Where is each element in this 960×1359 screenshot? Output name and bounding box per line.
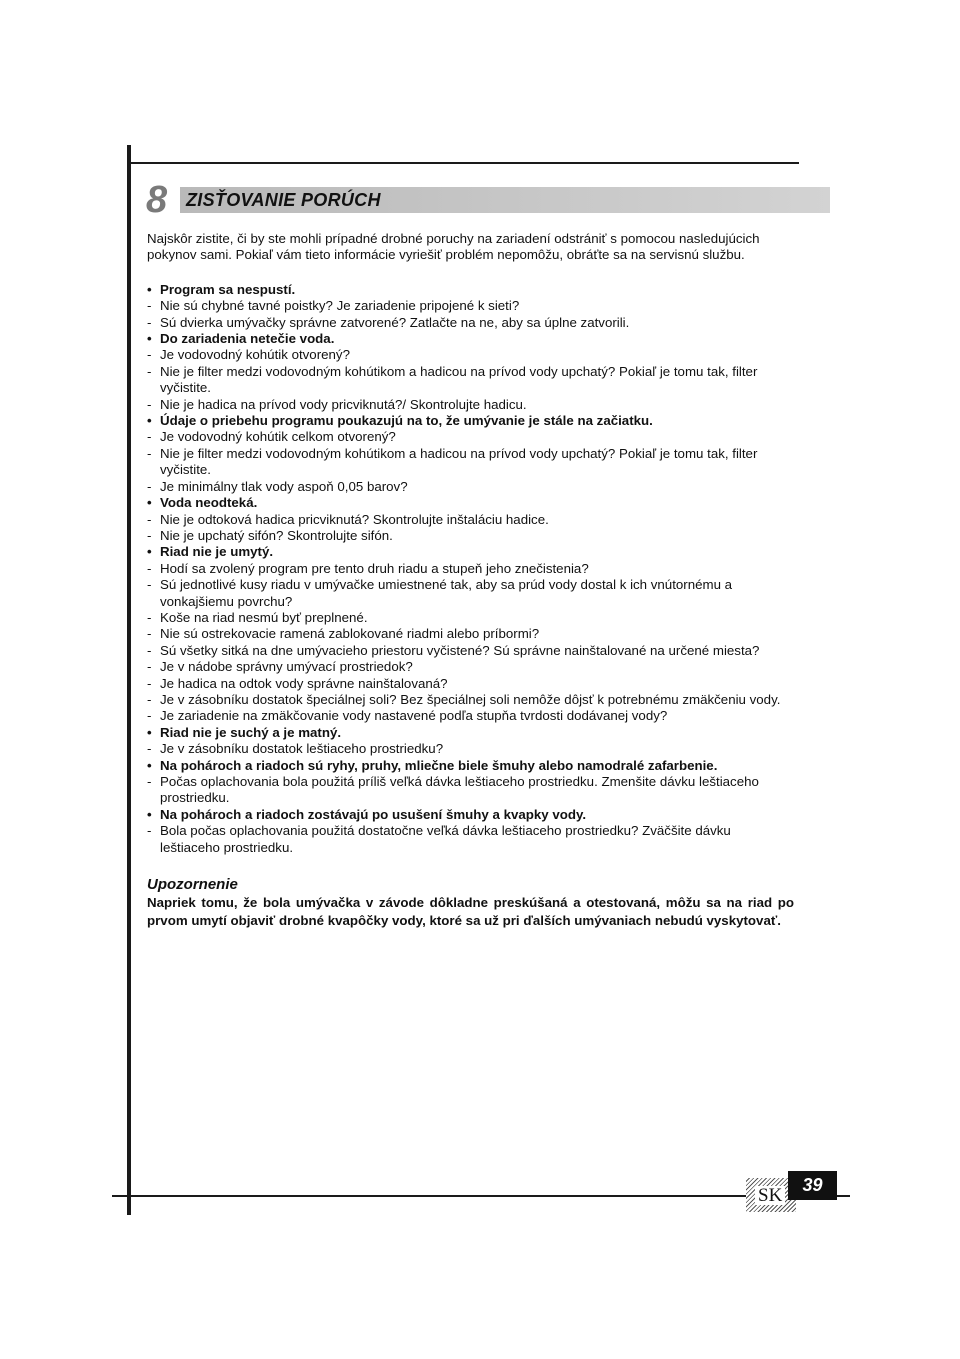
check-item [147,577,794,610]
problem-heading [147,282,794,298]
bottom-horizontal-rule [112,1195,850,1197]
dash-marker: - [147,363,152,379]
dash-marker: - [147,823,152,839]
check-item [147,692,794,708]
check-item [147,626,794,642]
check-item [147,446,794,479]
problem-heading [147,725,794,741]
dash-marker: - [147,708,152,724]
item-text: Je minimálny tlak vody aspoň 0,05 barov? [160,478,408,494]
check-item [147,315,794,331]
item-text: Sú všetky sitká na dne umývacieho priestoru vyčistené? Sú správne nainštalované na určené miesta? [160,642,760,658]
bullet-marker: • [147,724,152,740]
dash-marker: - [147,298,152,314]
bullet-marker: • [147,331,152,347]
item-text: Je vodovodný kohútik otvorený? [160,347,350,363]
check-item [147,774,794,807]
item-text: Je v nádobe správny umývací prostriedok? [160,659,413,675]
problem-heading [147,807,794,823]
item-text: Nie je upchatý sifón? Skontrolujte sifón. [160,527,393,543]
dash-marker: - [147,675,152,691]
check-item [147,708,794,724]
problem-heading [147,331,794,347]
item-text: Počas oplachovania bola použitá príliš veľká dávka leštiaceho prostriedku. Zmenšite dávku leštiaceho prostriedku. [160,774,759,806]
item-text: Hodí sa zvolený program pre tento druh riadu a stupeň jeho znečistenia? [160,560,589,576]
language-code: SK [755,1186,785,1205]
problem-heading [147,495,794,511]
dash-marker: - [147,429,152,445]
item-text: Je v zásobníku dostatok leštiaceho prostriedku? [160,741,444,757]
item-text: Na pohároch a riadoch zostávajú po usušení šmuhy a kvapky vody. [160,806,587,822]
item-text: Je zariadenie na zmäkčovanie vody nastavené podľa stupňa tvrdosti dodávanej vody? [160,708,668,724]
item-text: Je hadica na odtok vody správne nainštalovaná? [160,675,448,691]
bullet-marker: • [147,413,152,429]
dash-marker: - [147,659,152,675]
check-item [147,741,794,757]
item-text: Nie je filter medzi vodovodným kohútikom a hadicou na prívod vody upchatý? Pokiaľ je tomu tak, filter vyčistite. [160,363,758,396]
item-text: Program sa nespustí. [160,281,296,297]
main-content [147,231,794,929]
section-number: 8 [146,179,168,221]
item-text: Je vodovodný kohútik celkom otvorený? [160,429,396,445]
dash-marker: - [147,741,152,757]
dash-marker: - [147,642,152,658]
problem-heading [147,544,794,560]
check-item [147,429,794,445]
item-text: Na pohároch a riadoch sú ryhy, pruhy, mliečne biele šmuhy alebo namodralé zafarbenie. [160,757,718,773]
item-text: Do zariadenia netečie voda. [160,331,335,347]
dash-marker: - [147,626,152,642]
check-item [147,643,794,659]
item-text: Nie je filter medzi vodovodným kohútikom a hadicou na prívod vody upchatý? Pokiaľ je tomu tak, filter vyčistite. [160,445,758,478]
page-number: 39 [802,1175,823,1195]
dash-marker: - [147,527,152,543]
item-text: Sú jednotlivé kusy riadu v umývačke umiestnené tak, aby sa prúd vody dostal k ich vnútornému a vonkajšiemu povrchu? [160,577,733,609]
problem-heading [147,758,794,774]
bullet-marker: • [147,281,152,297]
problem-heading [147,413,794,429]
dash-marker: - [147,445,152,461]
section-title: ZISŤOVANIE PORÚCH [186,190,381,210]
check-item [147,610,794,626]
item-text: Je v zásobníku dostatok špeciálnej soli? Bez špeciálnej soli nemôže dôjsť k potrebnému zmäkčeniu vody. [160,691,781,707]
item-text: Nie sú chybné tavné poistky? Je zariadenie pripojené k sieti? [160,298,520,314]
bullet-marker: • [147,544,152,560]
dash-marker: - [147,560,152,576]
top-horizontal-rule [127,162,799,164]
note-text: Napriek tomu, že bola umývačka v závode dôkladne preskúšaná a otestovaná, môžu sa na riad po prvom umytí objaviť drobné kvapôčky vody, ktoré sa už pri ďalších umývaniach nebudú vyskytovať. [147,895,794,928]
item-text: Bola počas oplachovania použitá dostatočne veľká dávka leštiaceho prostriedku? Zväčšite dávku leštiaceho prostriedku. [160,823,731,855]
intro-paragraph: Najskôr zistite, či by ste mohli prípadné drobné poruchy na zariadení odstrániť s pomocou nasledujúcich pokynov sami. Pokiaľ vám tieto informácie vyriešiť problém nepomôžu, obráťte sa na servisnú službu. [147,231,760,263]
dash-marker: - [147,478,152,494]
item-text: Koše na riad nesmú byť preplnené. [160,609,368,625]
check-item [147,364,794,397]
bullet-marker: • [147,806,152,822]
check-item [147,528,794,544]
check-item [147,347,794,363]
dash-marker: - [147,774,152,789]
check-item [147,397,794,413]
check-item [147,676,794,692]
page-number-badge [788,1171,837,1200]
dash-marker: - [147,396,152,412]
item-text: Údaje o priebehu programu poukazujú na to, že umývanie je stále na začiatku. [160,413,653,429]
check-item [147,561,794,577]
item-text: Riad nie je suchý a je matný. [160,724,342,740]
check-item [147,479,794,495]
dash-marker: - [147,511,152,527]
dash-marker: - [147,314,152,330]
check-item [147,659,794,675]
check-item [147,298,794,314]
item-text: Nie je odtoková hadica pricviknutá? Skontrolujte inštaláciu hadice. [160,511,549,527]
bullet-marker: • [147,757,152,773]
check-item [147,823,794,856]
dash-marker: - [147,691,152,707]
troubleshooting-list [147,282,794,856]
item-text: Sú dvierka umývačky správne zatvorené? Zatlačte na ne, aby sa úplne zatvorili. [160,314,630,330]
item-text: Riad nie je umytý. [160,544,274,560]
note-title: Upozornenie [147,876,238,894]
bullet-marker: • [147,495,152,511]
item-text: Nie sú ostrekovacie ramená zablokované riadmi alebo príbormi? [160,626,540,642]
left-vertical-rule [127,145,131,1215]
section-banner [180,187,830,213]
dash-marker: - [147,347,152,363]
dash-marker: - [147,609,152,625]
check-item [147,512,794,528]
dash-marker: - [147,577,152,593]
item-text: Voda neodteká. [160,495,258,511]
item-text: Nie je hadica na prívod vody pricviknutá?/ Skontrolujte hadicu. [160,396,527,412]
